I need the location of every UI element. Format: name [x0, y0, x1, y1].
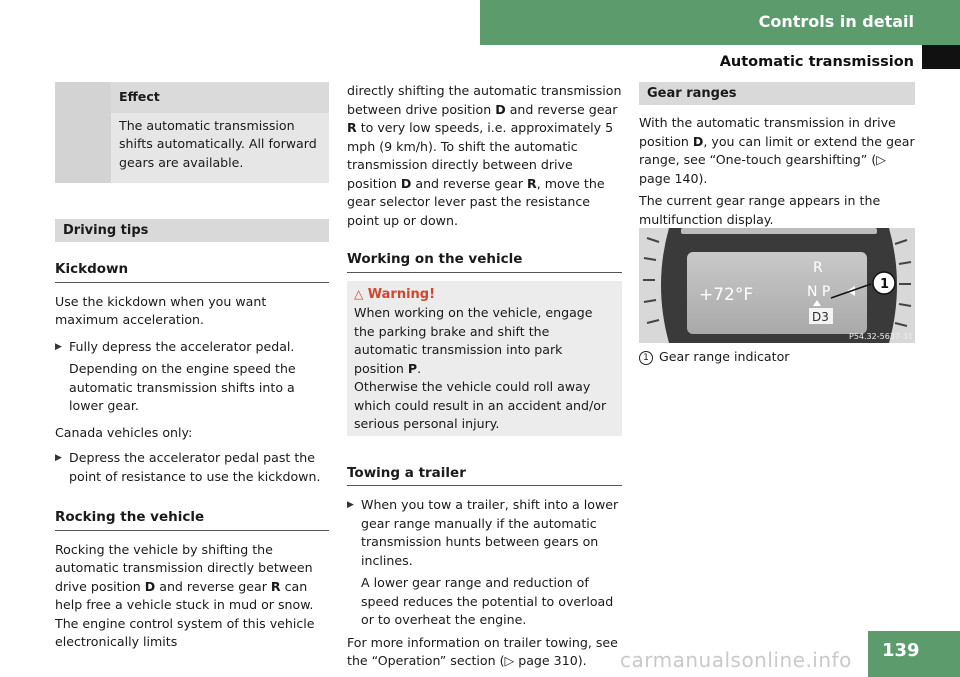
- column-1: [55, 219, 329, 652]
- gear-ranges-display-text: The current gear range appears in the multifunction display.: [639, 193, 881, 227]
- rocking-continued: directly shifting the automatic transmission between drive position D and reverse gear R to very low speeds, i.e. approximately 5 mph (9 km/h). To shift the automatic transmission directly between drive position D and reverse gear R, move the gear selector lever past the resistance point up or down.: [347, 83, 622, 228]
- column-3: [639, 82, 915, 229]
- kickdown-note: Depending on the engine speed the automatic transmission shifts into a lower gear.: [69, 361, 296, 413]
- caption-text: Gear range indicator: [659, 349, 790, 364]
- photo-callout: 1: [880, 277, 890, 292]
- multifunction-display-photo: [639, 228, 915, 343]
- header-tab: [922, 45, 960, 69]
- watermark: carmanualsonline.info: [620, 648, 852, 672]
- photo-gear-d3: D3: [812, 310, 829, 324]
- kickdown-text: Use the kickdown when you want maximum acceleration.: [55, 293, 267, 327]
- rocking-heading: Rocking the vehicle: [55, 508, 329, 531]
- gear-ranges-text: With the automatic transmission in drive position D, you can limit or extend the gear range, see “One-touch gearshifting” (▷ page 140).: [639, 115, 915, 186]
- caption-number: 1: [639, 351, 653, 365]
- towing-more: For more information on trailer towing, see the “Operation” section (▷ page 310).: [347, 634, 618, 668]
- warning-text: When working on the vehicle, engage the parking brake and shift the automatic transmission into park position P.: [354, 305, 593, 376]
- kickdown-step: ▶ Fully depress the accelerator pedal.: [55, 338, 329, 357]
- driving-tips-bar: Driving tips: [55, 219, 329, 242]
- towing-step: ▶ When you tow a trailer, shift into a lower gear range manually if the automatic transmission hunts between gears on inclines.: [347, 496, 622, 570]
- photo-temp: +72°F: [699, 285, 754, 305]
- canada-step: ▶ Depress the accelerator pedal past the point of resistance to use the kickdown.: [55, 449, 329, 486]
- section-header: [480, 0, 960, 45]
- photo-gear-r: R: [813, 260, 823, 276]
- page-number: 139: [882, 640, 920, 661]
- working-heading: Working on the vehicle: [347, 250, 622, 273]
- effect-table-body: The automatic transmission shifts automatically. All forward gears are available.: [111, 113, 329, 183]
- warning-consequence: Otherwise the vehicle could roll away which could result in an accident and/or serious personal injury.: [354, 379, 607, 431]
- column-2: [347, 82, 622, 671]
- kickdown-heading: Kickdown: [55, 260, 329, 283]
- towing-heading: Towing a trailer: [347, 464, 622, 487]
- effect-table-empty-cell: [55, 82, 111, 113]
- section-title: Controls in detail: [758, 12, 914, 31]
- towing-note: A lower gear range and reduction of speed reduces the potential to overload or to overheat the engine.: [361, 575, 614, 627]
- warning-box: [347, 281, 622, 436]
- warning-icon: △: [354, 286, 364, 301]
- photo-code: P54.32-5637-31: [849, 332, 914, 341]
- warning-title: △ Warning!: [354, 286, 436, 302]
- page-number-box: [868, 631, 960, 677]
- canada-note: Canada vehicles only:: [55, 424, 193, 440]
- photo-caption: [639, 349, 789, 365]
- rocking-text: Rocking the vehicle by shifting the automatic transmission directly between drive position D and reverse gear R can help free a vehicle stuck in mud or snow. The engine control system of this vehicle electronically limits: [55, 541, 315, 649]
- effect-table-empty-cell: [55, 113, 111, 183]
- effect-table: [55, 82, 329, 183]
- photo-gear-np: N P: [807, 284, 831, 300]
- gear-ranges-bar: Gear ranges: [639, 82, 915, 105]
- effect-table-header: Effect: [111, 82, 329, 113]
- subsection-title: Automatic transmission: [719, 54, 914, 70]
- cluster-illustration: [639, 228, 915, 343]
